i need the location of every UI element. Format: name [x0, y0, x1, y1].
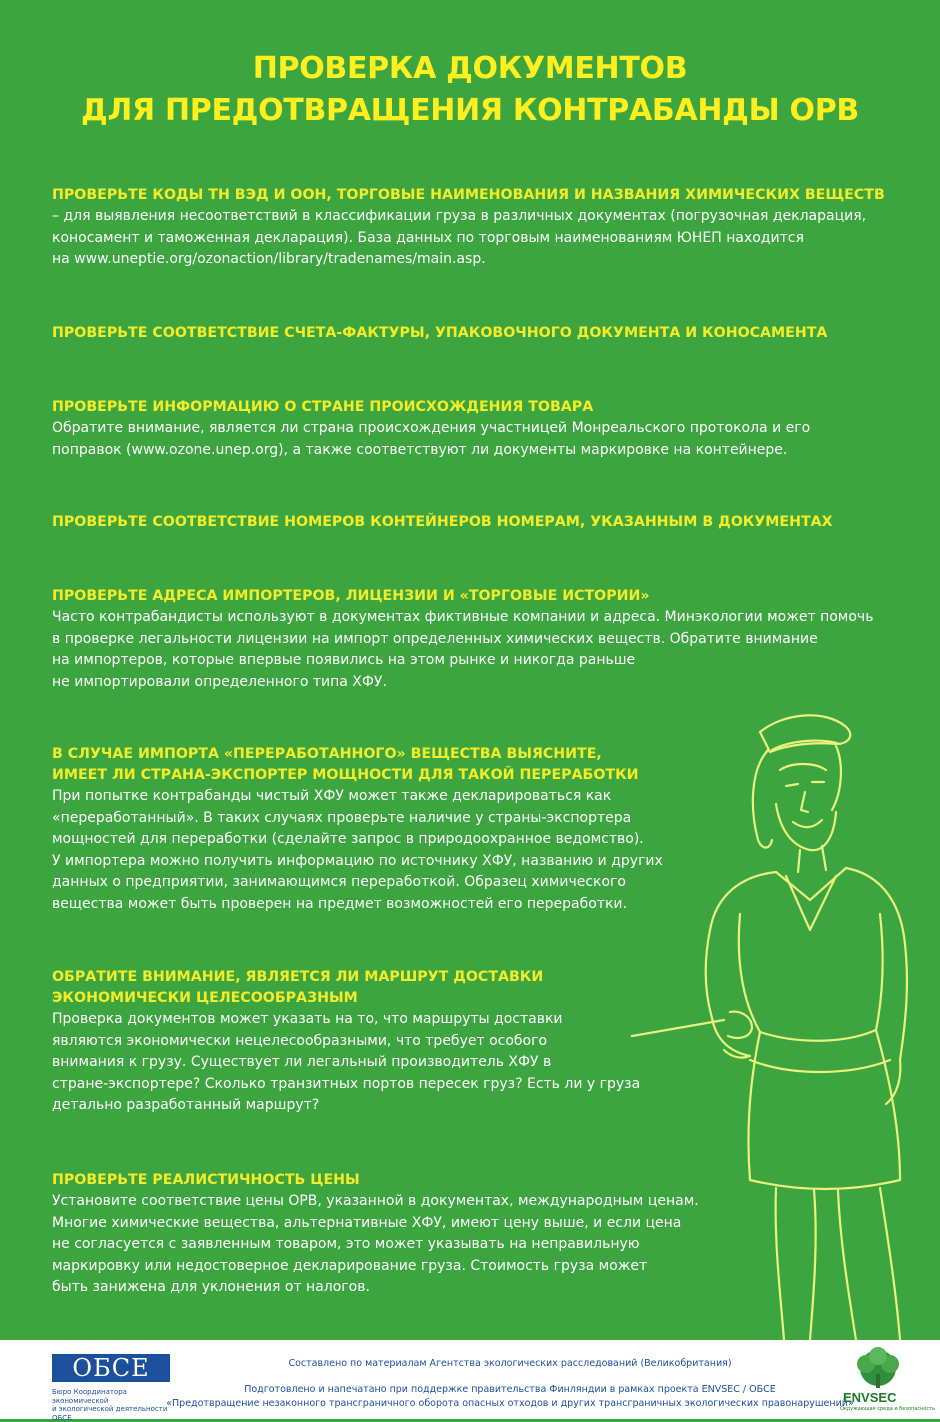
- section-text: Проверка документов может указать на то, что маршруты доставки: [52, 1011, 563, 1027]
- section-heading: ПРОВЕРЬТЕ КОДЫ ТН ВЭД И ООН, ТОРГОВЫЕ НАИМЕНОВАНИЯ И НАЗВАНИЯ ХИМИЧЕСКИХ ВЕЩЕСТВ: [52, 187, 885, 203]
- section-text: детально разработанный маршрут?: [52, 1097, 320, 1113]
- section-text: являются экономически нецелесообразными, что требует особого: [52, 1032, 548, 1049]
- section-route: [52, 967, 640, 1117]
- footer-note-source: Составлено по материалам Агентства экологических расследований (Великобритания): [288, 1358, 732, 1369]
- section-text: коносамент и таможенная декларация). База данных по торговым наименованиям ЮНЕП находится: [52, 229, 804, 246]
- footer: [0, 1340, 940, 1422]
- section-heading: ПРОВЕРЬТЕ РЕАЛИСТИЧНОСТЬ ЦЕНЫ: [52, 1172, 360, 1188]
- section-text: быть занижена для уклонения от налогов.: [52, 1279, 370, 1295]
- section-origin: [52, 397, 810, 461]
- section-heading: ПРОВЕРЬТЕ ИНФОРМАЦИЮ О СТРАНЕ ПРОИСХОЖДЕНИЯ ТОВАРА: [52, 399, 594, 415]
- osce-caption-line: и экологической деятельности ОБСЕ: [52, 1405, 168, 1422]
- section-containers: [52, 512, 833, 533]
- page-title: [0, 48, 940, 132]
- section-text: поправок (www.ozone.unep.org), а также соответствуют ли документы маркировке на контейнере.: [52, 441, 788, 458]
- title-line-2: ДЛЯ ПРЕДОТВРАЩЕНИЯ КОНТРАБАНДЫ ОРВ: [81, 93, 859, 128]
- section-recycled: [52, 744, 663, 915]
- section-text: на www.uneptie.org/ozonaction/library/tradenames/main.asp.: [52, 251, 486, 267]
- section-text: данных о предприятии, занимающимся переработкой. Образец химического: [52, 874, 626, 890]
- section-text: «переработанный». В таких случаях проверьте наличие у страны-экспортера: [52, 809, 632, 826]
- section-text: вещества может быть проверен на предмет возможностей его переработки.: [52, 895, 627, 912]
- section-heading: В СЛУЧАЕ ИМПОРТА «ПЕРЕРАБОТАННОГО» ВЕЩЕСТВА ВЫЯСНИТЕ,: [52, 746, 602, 762]
- osce-caption-line: Бюро Координатора экономической: [52, 1388, 127, 1405]
- section-text: – для выявления несоответствий в классификации груза в различных документах (погрузочная декларация,: [52, 208, 867, 224]
- section-heading: ПРОВЕРЬТЕ СООТВЕТСТВИЕ СЧЕТА-ФАКТУРЫ, УПАКОВОЧНОГО ДОКУМЕНТА И КОНОСАМЕНТА: [52, 325, 828, 341]
- section-text: не импортировали определенного типа ХФУ.: [52, 673, 387, 690]
- section-text: на импортеров, которые впервые появились на этом рынке и никогда раньше: [52, 652, 636, 668]
- section-text: При попытке контрабанды чистый ХФУ может также декларироваться как: [52, 788, 612, 804]
- section-text: У импортера можно получить информацию по источнику ХФУ, названию и других: [52, 852, 663, 869]
- section-importers: [52, 586, 873, 693]
- section-codes: [52, 185, 885, 271]
- osce-logo: ОБСЕ: [52, 1354, 170, 1382]
- section-text: маркировку или недостоверное декларирование груза. Стоимость груза может: [52, 1257, 648, 1274]
- section-text: в проверке легальности лицензии на импорт определенных химических веществ. Обратите внимание: [52, 630, 818, 647]
- section-heading: ЭКОНОМИЧЕСКИ ЦЕЛЕСООБРАЗНЫМ: [52, 990, 358, 1006]
- section-heading: ОБРАТИТЕ ВНИМАНИЕ, ЯВЛЯЕТСЯ ЛИ МАРШРУТ ДОСТАВКИ: [52, 969, 544, 985]
- section-text: не согласуется с заявленным товаром, это может указывать на неправильную: [52, 1236, 640, 1252]
- footer-note-project: «Предотвращение незаконного трансграничного оборота опасных отходов и других трансграничных экологических правонарушений»: [166, 1398, 854, 1409]
- section-text: Многие химические вещества, альтернативные ХФУ, имеют цену выше, и если цена: [52, 1214, 682, 1231]
- envsec-logo: ENVSEC: [843, 1390, 897, 1405]
- section-text: Обратите внимание, является ли страна происхождения участницей Монреальского протокола и его: [52, 420, 811, 436]
- section-text: Установите соответствие цены ОРВ, указанной в документах, международным ценам.: [52, 1193, 699, 1209]
- section-heading: ПРОВЕРЬТЕ СООТВЕТСТВИЕ НОМЕРОВ КОНТЕЙНЕРОВ НОМЕРАМ, УКАЗАННЫМ В ДОКУМЕНТАХ: [52, 514, 833, 530]
- inspector-illustration: [600, 700, 940, 1340]
- section-heading: ПРОВЕРЬТЕ АДРЕСА ИМПОРТЕРОВ, ЛИЦЕНЗИИ И «ТОРГОВЫЕ ИСТОРИИ»: [52, 588, 650, 604]
- section-text: стране-экспортере? Сколько транзитных портов пересек груз? Есть ли у груза: [52, 1075, 641, 1092]
- footer-note-support: Подготовлено и напечатано при поддержке правительства Финляндии в рамках проекта ENVSEC / ОБСЕ: [244, 1384, 776, 1395]
- section-text: внимания к грузу. Существует ли легальный производитель ХФУ в: [52, 1054, 552, 1070]
- section-text: Часто контрабандисты используют в документах фиктивные компании и адреса. Минэкологии может помочь: [52, 609, 874, 625]
- section-text: мощностей для переработки (сделайте запрос в природоохранное ведомство).: [52, 831, 644, 847]
- section-invoice: [52, 323, 827, 344]
- title-line-1: ПРОВЕРКА ДОКУМЕНТОВ: [252, 51, 688, 86]
- envsec-caption: Окружающая среда и безопасность: [840, 1406, 936, 1412]
- section-heading: ИМЕЕТ ЛИ СТРАНА-ЭКСПОРТЕР МОЩНОСТИ ДЛЯ ТАКОЙ ПЕРЕРАБОТКИ: [52, 767, 639, 783]
